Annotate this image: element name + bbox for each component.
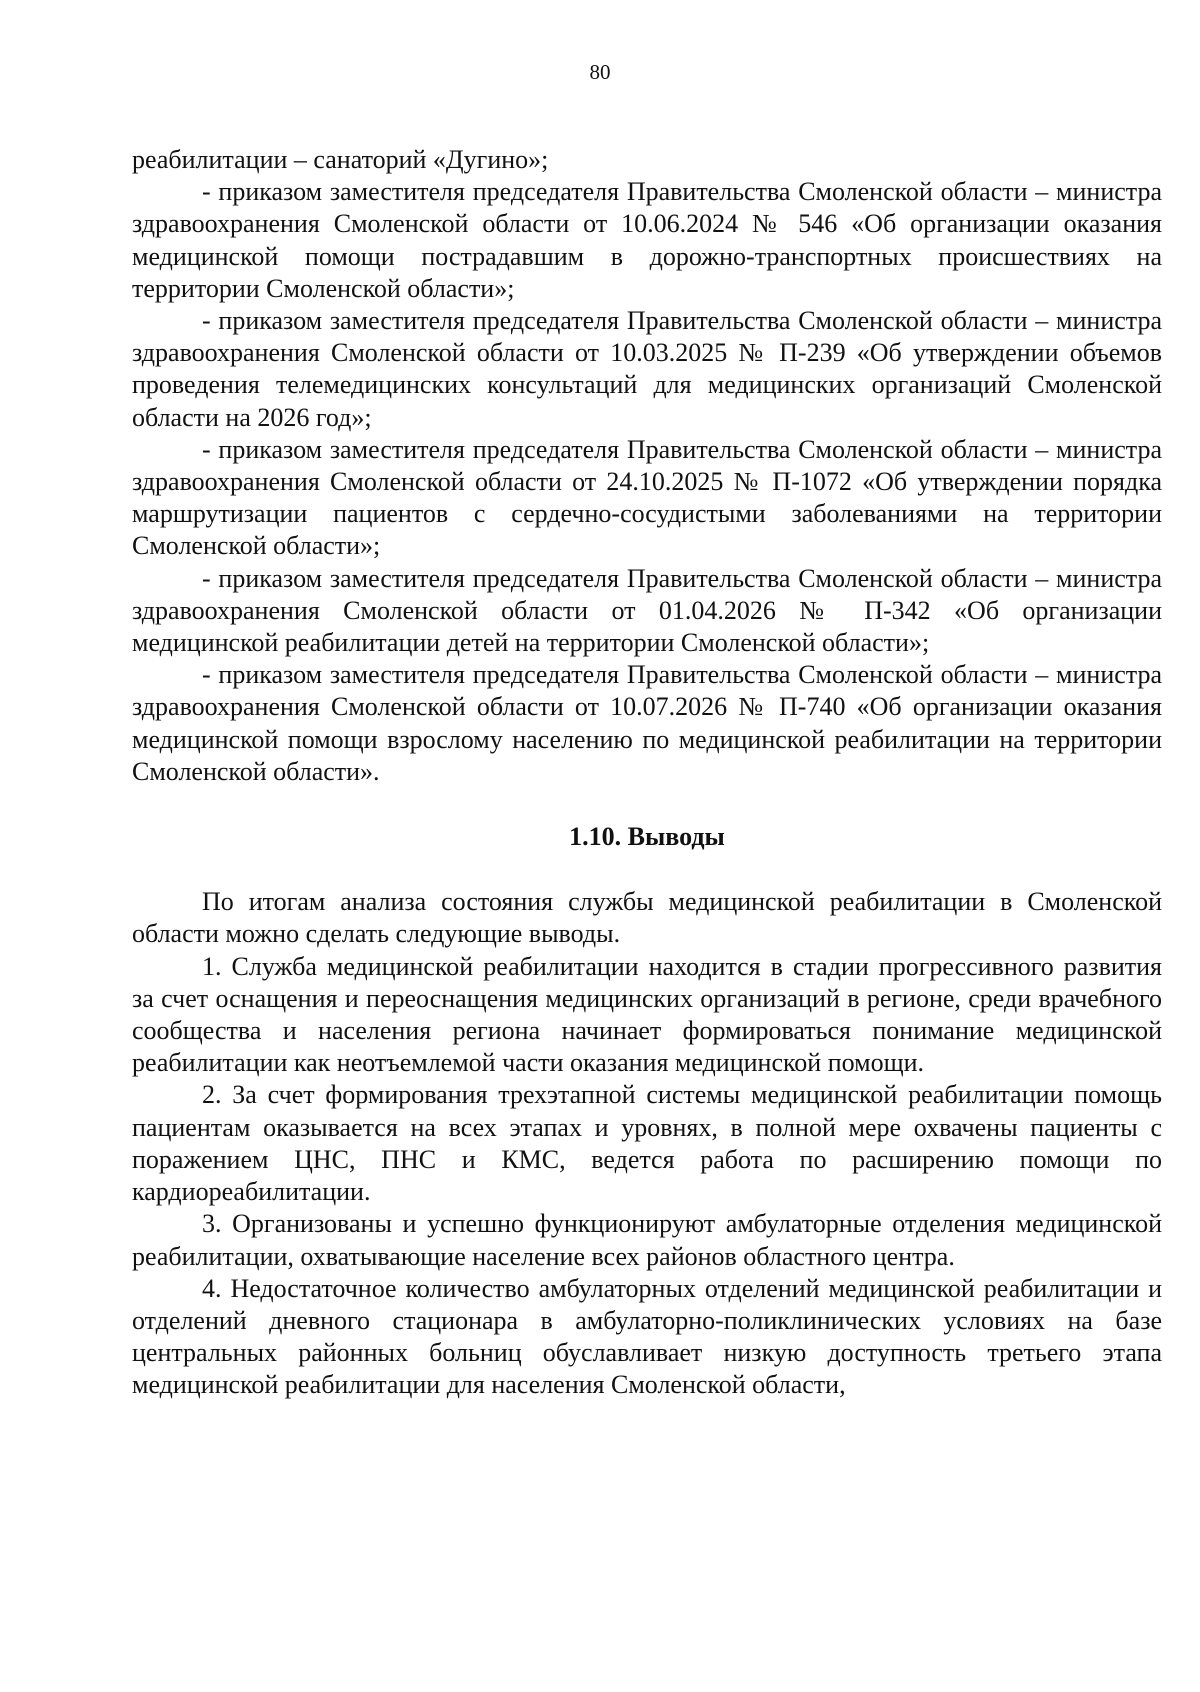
conclusion-item-4: 4. Недостаточное количество амбулаторных отделений медицинской реабилитации и отделений дневного стационара в амбулаторно-поликлинических условиях на базе центральных районных больниц обуславливает низкую доступность третьего этапа медицинской реабилитации для населения Смоленской области, [132, 1273, 1162, 1400]
paragraph-continuation: реабилитации – санаторий «Дугино»; [132, 145, 549, 174]
conclusion-item-1: 1. Служба медицинской реабилитации находится в стадии прогрессивного развития за счет оснащения и переоснащения медицинских организаций в регионе, среди врачебного сообщества и населения региона начинает формироваться понимание медицинской реабилитации как неотъемлемой части оказания медицинской помощи. [132, 951, 1162, 1078]
order-item-p239: - приказом заместителя председателя Правительства Смоленской области – министра здравоохранения Смоленской области от 10.03.2025 № П-239 «Об утверждении объемов проведения телемедицинских консультаций для медицинских организаций Смоленской области на 2026 год»; [132, 306, 1162, 432]
order-item-546: - приказом заместителя председателя Правительства Смоленской области – министра здравоохранения Смоленской области от 10.06.2024 № 546 «Об организации оказания медицинской помощи пострадавшим в дорожно-транспортных происшествиях на территории Смоленской области»; [132, 177, 1162, 303]
conclusion-item-3: 3. Организованы и успешно функционируют амбулаторные отделения медицинской реабилитации, охватывающие население всех районов областного центра. [132, 1209, 1162, 1271]
document-body [132, 144, 1162, 1402]
conclusion-item-2: 2. За счет формирования трехэтапной системы медицинской реабилитации помощь пациентам оказывается на всех этапах и уровнях, в полной мере охвачены пациенты с поражением ЦНС, ПНС и КМС, ведется работа по расширению помощи по кардиореабилитации. [132, 1080, 1162, 1207]
section-heading: 1.10. Выводы [569, 822, 725, 852]
order-item-p342: - приказом заместителя председателя Правительства Смоленской области – министра здравоохранения Смоленской области от 01.04.2026 № П-342 «Об организации медицинской реабилитации детей на территории Смоленской области»; [132, 563, 1162, 658]
conclusions-intro: По итогам анализа состояния службы медицинской реабилитации в Смоленской области можно сделать следующие выводы. [132, 887, 1162, 949]
order-item-p740: - приказом заместителя председателя Правительства Смоленской области – министра здравоохранения Смоленской области от 10.07.2026 № П-740 «Об организации оказания медицинской помощи взрослому населению по медицинской реабилитации на территории Смоленской области». [132, 660, 1162, 786]
page-number: 80 [589, 60, 611, 84]
order-item-p1072: - приказом заместителя председателя Правительства Смоленской области – министра здравоохранения Смоленской области от 24.10.2025 № П-1072 «Об утверждении порядка маршрутизации пациентов с сердечно-сосудистыми заболеваниями на территории Смоленской области»; [132, 434, 1162, 561]
